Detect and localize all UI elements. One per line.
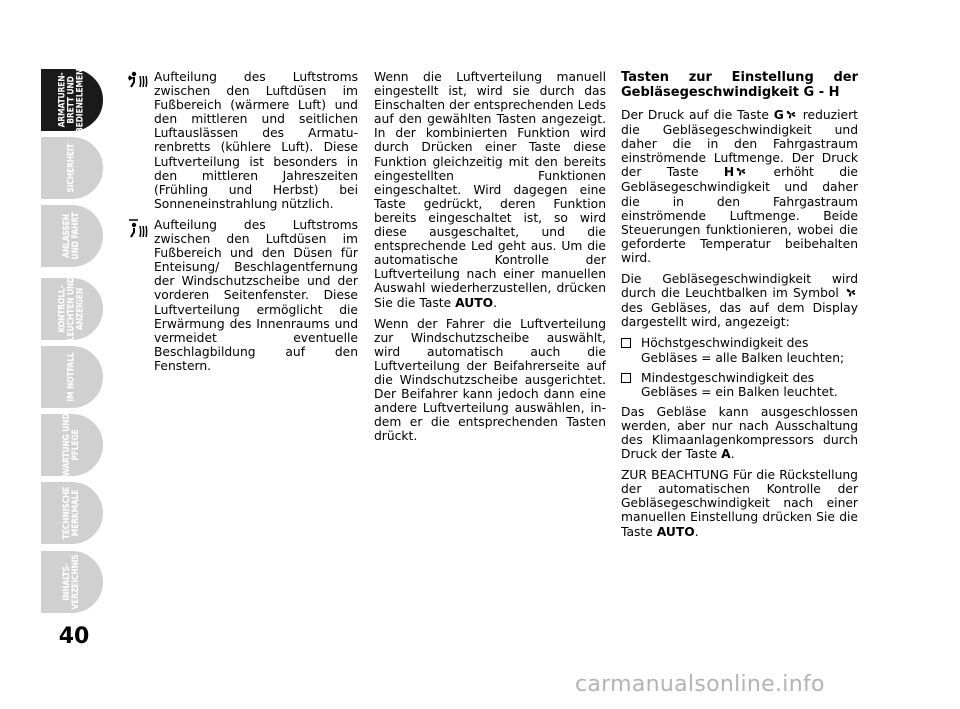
tab-technische-merkmale[interactable]: [40, 481, 104, 545]
key-g-label: G: [773, 108, 784, 122]
paragraph-text: Der Druck auf die Taste: [621, 108, 774, 122]
paragraph-text: Die Gebläsegeschwindigkeit wird durch die Leuchtbalken im Symbol: [621, 272, 858, 301]
key-a-label: A: [721, 447, 731, 462]
paragraph-text: .: [493, 295, 497, 310]
tab-im-notfall[interactable]: [40, 345, 104, 409]
fan-icon: [786, 109, 796, 123]
tab-label: SICHERHEIT: [66, 143, 77, 193]
air-distribution-feet-panel-icon: [128, 70, 150, 90]
tab-anlassen-und-fahrt[interactable]: [40, 204, 104, 268]
paragraph-fan-display: [621, 272, 858, 329]
tab-armaturenbrett[interactable]: [40, 58, 104, 133]
list-item: [621, 371, 858, 399]
section-heading: Tasten zur Einstellung der Gebläsegeschwindigkeit G - H: [621, 70, 858, 100]
paragraph-text: ZUR BEACHTUNG Für die Rückstellung der automatischen Kontrolle der Gebläsegeschwindigkeit nach einer manuellen Einstellung drücken Sie die Taste: [621, 468, 858, 539]
checkbox-bullet-icon: [621, 373, 631, 383]
tab-label: TECHNISCHE MERKMALE: [62, 486, 81, 540]
column-2: [374, 70, 606, 450]
paragraph-fan-off: [621, 405, 858, 461]
column-3: [621, 70, 858, 546]
fan-icon: [846, 287, 856, 301]
tab-inhaltsverzeichnis[interactable]: [40, 550, 104, 614]
tab-label: IM NOTFALL: [66, 352, 77, 402]
paragraph-note: [621, 468, 858, 538]
page-number: 40: [58, 624, 90, 649]
tab-label: WARTUNG UND PFLEGE: [62, 413, 81, 477]
tab-sicherheit[interactable]: [40, 136, 104, 200]
paragraph-fan-keys: [621, 108, 858, 265]
auto-key-label: AUTO: [455, 295, 494, 310]
list-item-text: Mindestgeschwindigkeit des Gebläses = ein Balken leuchtet.: [641, 370, 838, 399]
fan-icon: [736, 166, 746, 180]
paragraph-text: Wenn die Luftverteilung manuell eingestellt ist, wird sie durch das Einschalten der entsprechenden Leds auf den gewählten Tasten angezeigt. In der kombinierten Funktion wird durch Drücken einer Taste diese Funktion gleichzeitig mit den bereits eingestellten Funktionen eingeschaltet. Wird dagegen eine Taste gedrückt, deren Funktion bereits eingeschaltet ist, so wird diese ausgeschaltet, und die entsprechende Led geht aus. Um die automatische Kontrolle der Luftverteilung nach einer manuellen Auswahl wiederherzustellen, drücken Sie die Taste: [374, 70, 606, 310]
watermark: carmanualsonline.info: [575, 672, 825, 697]
list-item: [621, 336, 858, 364]
paragraph-feet-defrost: [128, 218, 358, 373]
paragraph-text: reduziert die Gebläsegeschwindigkeit und daher die in den Fahrgastraum einströmende Luftmenge. Der Druck der Taste: [621, 108, 858, 180]
checkbox-bullet-icon: [621, 338, 631, 348]
auto-key-label: AUTO: [656, 524, 695, 539]
paragraph-text: .: [730, 447, 735, 462]
paragraph-feet-panel: [128, 70, 358, 211]
list-item-text: Höchstgeschwindigkeit des Gebläses = alle Balken leuchten;: [641, 336, 845, 365]
tab-wartung-und-pflege[interactable]: [40, 413, 104, 477]
paragraph-manual-distribution: [374, 70, 606, 310]
tab-kontrollleuchten[interactable]: [40, 277, 104, 341]
tab-label: ANLASSEN UND FAHRT: [62, 212, 81, 260]
tab-label: ARMATUREN- BRETT UND BEDIENELEMENTE: [57, 58, 86, 133]
paragraph-text: Aufteilung des Luftstroms zwischen den Luftdüsen im Fußbereich (wärmere Luft) und den mittleren und seitlichen Luftauslässen des Armaturenbretts (kühlere Luft). Diese Luftverteilung ist besonders in den mittleren Jahreszeiten (Frühling und Herbst) bei Sonneneinstrahlung nützlich.: [154, 70, 358, 211]
paragraph-text: Aufteilung des Luftstroms zwischen den Luftdüsen im Fußbereich und den Düsen für Enteisung/ Beschlagentfernung der Windschutzscheibe und der vorderen Seitenfenster. Diese Luftverteilung ermöglicht die Erwärmung des Innenraums und vermeidet eventuelle Beschlagbildung auf den Fenstern.: [154, 217, 358, 373]
paragraph-text: .: [694, 524, 699, 539]
tab-label: KONTROLL- LEUCHTEN UND ANZEIGEN: [57, 276, 86, 342]
air-distribution-feet-defrost-icon: [128, 218, 150, 238]
tab-label: INHALTS- VERZEICHNIS: [62, 554, 81, 610]
paragraph-text: erhöht die Gebläsegeschwindigkeit und daher die in den Fahrgastraum einströmende Luftmenge. Beide Steuerungen funktionieren, wobei die geforderte Temperatur beibehalten wird.: [621, 165, 858, 265]
paragraph-text: Das Gebläse kann ausgeschlossen werden, aber nur nach Ausschaltung des Klimaanlagenkompressors durch Druck der Taste: [621, 404, 858, 462]
paragraph-windshield-distribution: Wenn der Fahrer die Luftverteilung zur Windschutzscheibe auswählt, wird automatisch auch die Luftverteilung der Beifahrerseite auf die Windschutzscheibe ausgerichtet. Der Beifahrer kann jedoch dann eine andere Luftverteilung auswählen, indem er die entsprechenden Tasten drückt.: [374, 316, 606, 444]
key-h-label: H: [723, 165, 735, 180]
paragraph-text: des Gebläses, das auf dem Display dargestellt wird, angezeigt:: [621, 301, 858, 330]
column-1: [128, 70, 358, 380]
